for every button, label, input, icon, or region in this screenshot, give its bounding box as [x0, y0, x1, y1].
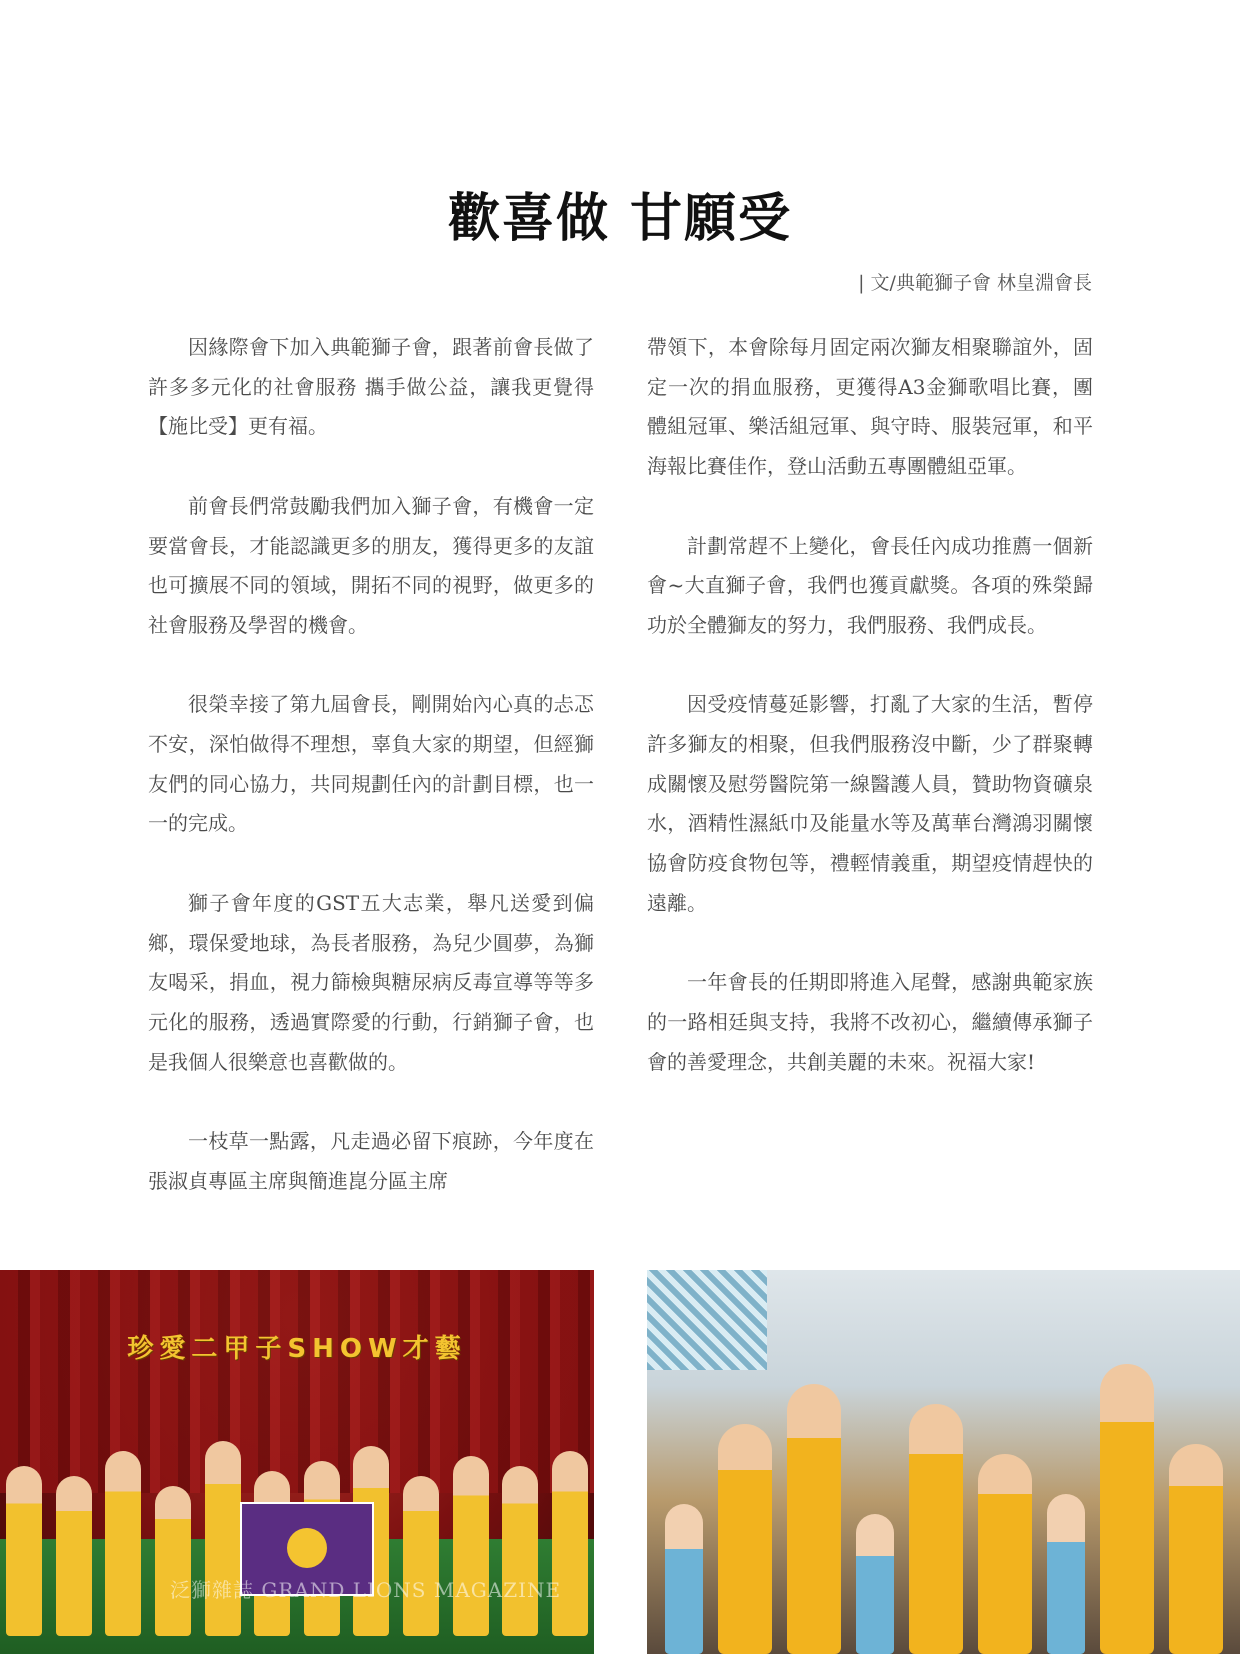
paragraph: 獅子會年度的GST五大志業，舉凡送愛到偏鄉，環保愛地球，為長者服務，為兒少圓夢，為獅友喝采，捐血，視力篩檢與糖尿病反毒宣導等等多元化的服務，透過實際愛的行動，行銷獅子會，也是我個人很樂意也喜歡做的。: [148, 890, 594, 1074]
paragraph-continued: 帶領下，本會除每月固定兩次獅友相聚聯誼外，固定一次的捐血服務，更獲得A3金獅歌唱比賽，團體組冠軍、樂活組冠軍、與守時、服裝冠軍，和平海報比賽佳作，登山活動五專團體組亞軍。: [647, 335, 1093, 479]
paragraph: 前會長們常鼓勵我們加入獅子會，有機會一定要當會長，才能認識更多的朋友，獲得更多的友誼也可擴展不同的領域，開拓不同的視野，做更多的社會服務及學習的機會。: [148, 493, 594, 637]
article-title: 歡喜做 甘願受: [447, 188, 793, 249]
person: [502, 1466, 538, 1636]
paragraph: 很榮幸接了第九屆會長，剛開始內心真的忐忑不安，深怕做得不理想，辜負大家的期望，但經獅友們的同心協力，共同規劃任內的計劃目標，也一一的完成。: [148, 692, 594, 836]
person: [205, 1441, 241, 1636]
person: [718, 1424, 772, 1654]
group-photo-children: [647, 1270, 1240, 1654]
person: [453, 1456, 489, 1636]
paragraph: 一年會長的任期即將進入尾聲，感謝典範家族的一路相廷與支持，我將不改初心，繼續傳承獅子會的善愛理念，共創美麗的未來。祝福大家!: [647, 970, 1093, 1074]
paragraph: 一枝草一點露，凡走過必留下痕跡，今年度在張淑貞專區主席與簡進崑分區主席: [148, 1129, 594, 1193]
person: [552, 1451, 588, 1636]
paragraph: 因緣際會下加入典範獅子會，跟著前會長做了許多多元化的社會服務 攜手做公益，讓我更覺得【施比受】更有福。: [148, 335, 594, 439]
person: [978, 1454, 1032, 1654]
person: [56, 1476, 92, 1636]
child: [856, 1514, 894, 1654]
person: [6, 1466, 42, 1636]
person: [403, 1476, 439, 1636]
group-members: [657, 1354, 1230, 1654]
paragraph: 因受疫情蔓延影響，打亂了大家的生活，暫停許多獅友的相聚，但我們服務沒中斷，少了群聚轉成關懷及慰勞醫院第一線醫護人員，贊助物資礦泉水，酒精性濕紙巾及能量水等及萬華台灣鴻羽關懷協會防疫食物包等，禮輕情義重，期望疫情趕快的遠離。: [647, 692, 1093, 915]
child: [665, 1504, 703, 1654]
author-byline: | 文/典範獅子會 林皇淵會長: [858, 272, 1092, 294]
person: [909, 1404, 963, 1654]
person: [1169, 1444, 1223, 1654]
right-column: [647, 328, 1093, 1122]
person: [105, 1451, 141, 1636]
child: [1047, 1494, 1085, 1654]
left-column: [148, 328, 594, 1241]
paragraph: 計劃常趕不上變化，會長任內成功推薦一個新會~大直獅子會，我們也獲貢獻獎。各項的殊榮歸功於全體獅友的努力，我們服務、我們成長。: [647, 533, 1093, 637]
stage-banner: 珍愛二甲子SHOW才藝: [127, 1334, 467, 1364]
person: [1100, 1364, 1154, 1654]
lions-emblem-icon: [287, 1528, 327, 1568]
magazine-watermark: 泛獅雜誌 GRAND LIONS MAGAZINE: [170, 1578, 562, 1602]
person: [155, 1486, 191, 1636]
person: [787, 1384, 841, 1654]
